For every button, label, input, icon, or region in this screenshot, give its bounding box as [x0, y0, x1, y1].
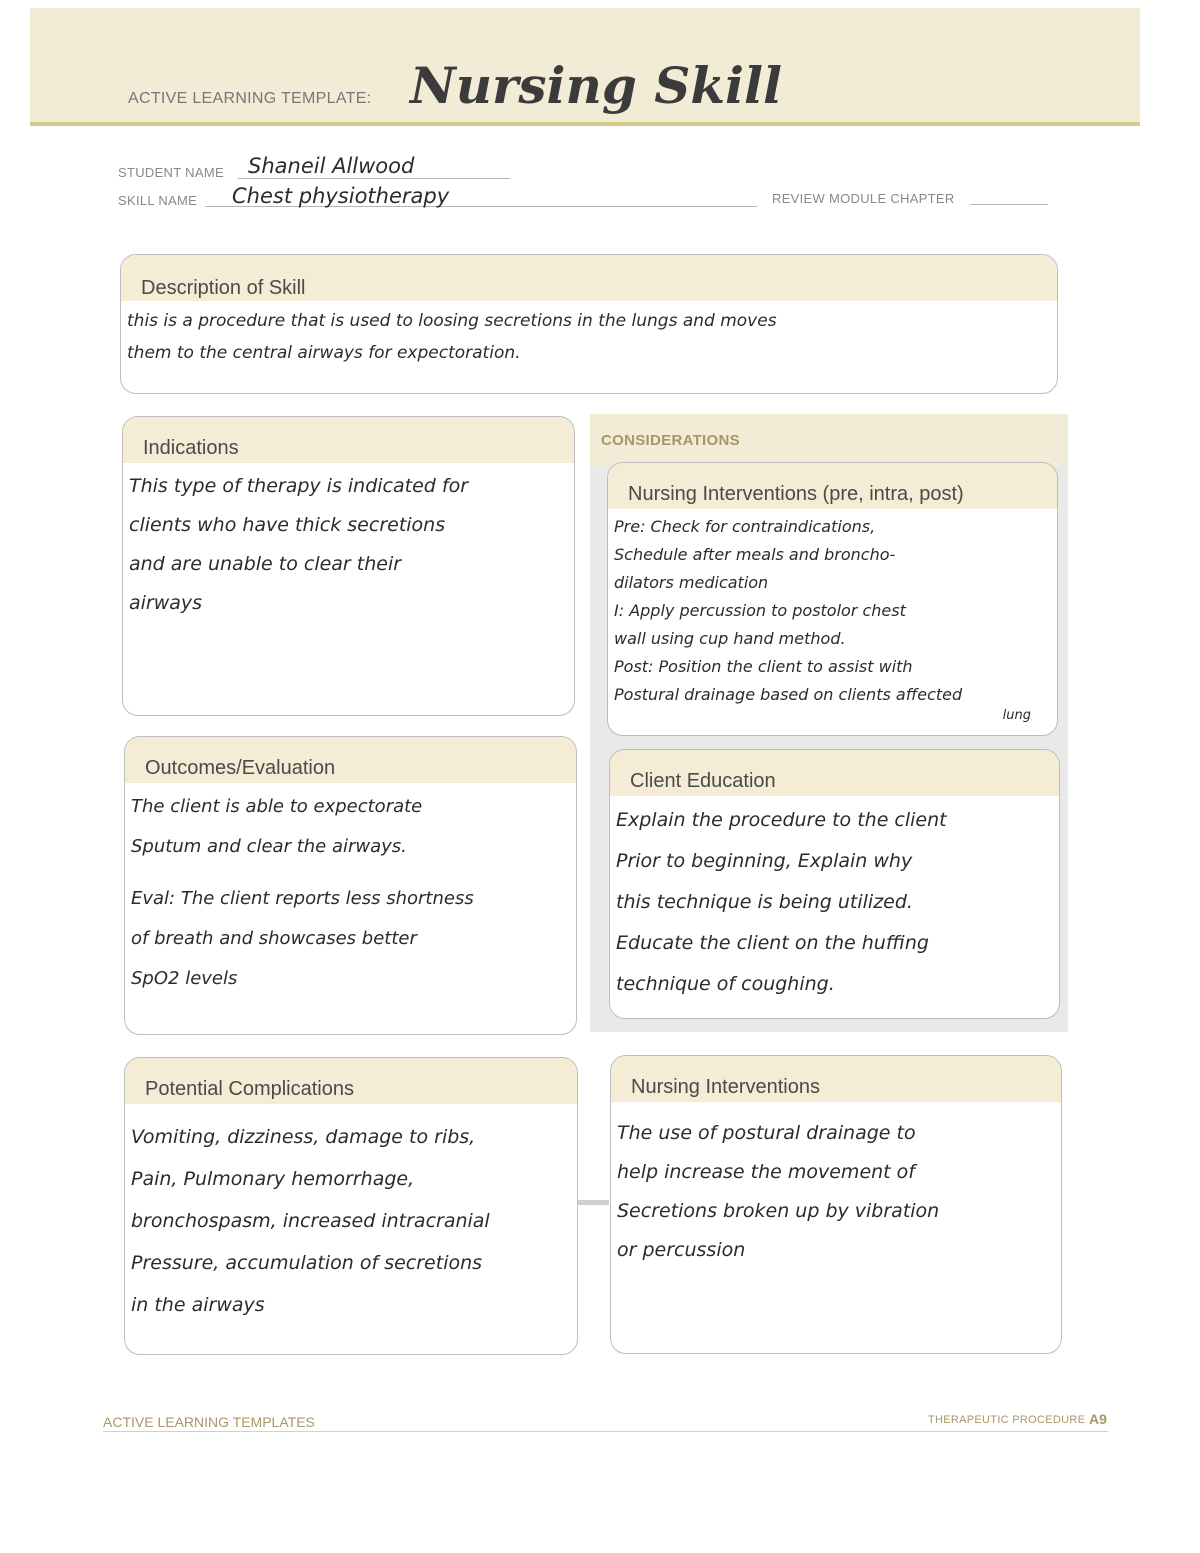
- indications-line: clients who have thick secretions: [129, 514, 446, 536]
- client-education-line: technique of coughing.: [616, 973, 835, 995]
- outcomes-line: of breath and showcases better: [131, 928, 417, 949]
- client-education-box[interactable]: [609, 749, 1060, 1019]
- ni-ppp-line: Pre: Check for contraindications,: [614, 517, 876, 536]
- description-line: this is a procedure that is used to loosing secretions in the lungs and moves: [127, 311, 777, 331]
- description-title: Description of Skill: [141, 277, 306, 299]
- nursing-interventions-ppp-title: Nursing Interventions (pre, intra, post): [628, 483, 964, 505]
- page-number: A9: [1089, 1411, 1107, 1427]
- skill-name-label: SKILL NAME: [118, 193, 198, 208]
- nursing-interventions-line: or percussion: [617, 1239, 746, 1261]
- complications-box[interactable]: [124, 1057, 578, 1355]
- indications-text: [129, 467, 568, 623]
- considerations-label: CONSIDERATIONS: [601, 432, 740, 449]
- header-rule: [30, 122, 1140, 126]
- review-module-label: REVIEW MODULE CHAPTER: [772, 191, 955, 206]
- outcomes-box[interactable]: [124, 736, 577, 1035]
- ni-ppp-line: Post: Position the client to assist with: [614, 657, 913, 676]
- nursing-interventions-text: [617, 1114, 1055, 1270]
- complications-text: [131, 1116, 571, 1326]
- ni-ppp-line: dilators medication: [614, 573, 769, 592]
- indications-line: airways: [129, 592, 203, 614]
- complications-line: Pressure, accumulation of secretions: [131, 1252, 483, 1274]
- indications-line: and are unable to clear their: [129, 553, 402, 575]
- student-name-line: [238, 178, 510, 179]
- indications-line: This type of therapy is indicated for: [129, 475, 469, 497]
- ni-ppp-line: Schedule after meals and broncho-: [614, 545, 896, 564]
- outcomes-line: Eval: The client reports less shortness: [131, 888, 474, 909]
- nursing-interventions-line: The use of postural drainage to: [617, 1122, 916, 1144]
- outcomes-line: The client is able to expectorate: [131, 796, 423, 817]
- complications-line: bronchospasm, increased intracranial: [131, 1210, 490, 1232]
- description-text: [127, 305, 1051, 369]
- complications-line: Vomiting, dizziness, damage to ribs,: [131, 1126, 476, 1148]
- client-education-line: Prior to beginning, Explain why: [616, 850, 913, 872]
- template-title: Nursing Skill: [410, 56, 782, 115]
- nursing-interventions-ppp-text: [614, 513, 1051, 723]
- student-name-value[interactable]: Shaneil Allwood: [248, 154, 415, 178]
- nursing-interventions-line: help increase the movement of: [617, 1161, 915, 1183]
- ni-ppp-line: lung: [1002, 709, 1031, 723]
- skill-name-value[interactable]: Chest physiotherapy: [232, 184, 450, 208]
- review-module-line[interactable]: [970, 204, 1048, 205]
- client-education-line: Explain the procedure to the client: [616, 809, 947, 831]
- box-connector: [577, 1200, 609, 1205]
- description-box[interactable]: [120, 254, 1058, 394]
- student-name-label: STUDENT NAME: [118, 165, 224, 180]
- nursing-interventions-ppp-box[interactable]: [607, 462, 1058, 736]
- client-education-line: Educate the client on the huffing: [616, 932, 929, 954]
- client-education-text: [616, 800, 1053, 1005]
- client-education-line: this technique is being utilized.: [616, 891, 913, 913]
- footer-section: THERAPEUTIC PROCEDURE: [928, 1414, 1086, 1426]
- ni-ppp-line: wall using cup hand method.: [614, 629, 846, 648]
- outcomes-text: [131, 787, 570, 999]
- nursing-interventions-line: Secretions broken up by vibration: [617, 1200, 940, 1222]
- indications-box[interactable]: [122, 416, 575, 716]
- complications-line: in the airways: [131, 1294, 265, 1316]
- complications-line: Pain, Pulmonary hemorrhage,: [131, 1168, 415, 1190]
- template-label: ACTIVE LEARNING TEMPLATE:: [128, 90, 372, 107]
- nursing-interventions-title: Nursing Interventions: [631, 1076, 820, 1098]
- client-education-title: Client Education: [630, 770, 776, 792]
- nursing-interventions-box[interactable]: [610, 1055, 1062, 1354]
- outcomes-line: Sputum and clear the airways.: [131, 836, 407, 857]
- ni-ppp-line: I: Apply percussion to postolor chest: [614, 601, 906, 620]
- outcomes-line: SpO2 levels: [131, 968, 238, 989]
- footer-rule: [103, 1431, 1108, 1432]
- description-line: them to the central airways for expectoration.: [127, 343, 521, 363]
- indications-title: Indications: [143, 437, 239, 459]
- ni-ppp-line: Postural drainage based on clients affected: [614, 685, 963, 704]
- footer-title: ACTIVE LEARNING TEMPLATES: [103, 1414, 315, 1430]
- outcomes-title: Outcomes/Evaluation: [145, 757, 336, 779]
- complications-title: Potential Complications: [145, 1078, 354, 1100]
